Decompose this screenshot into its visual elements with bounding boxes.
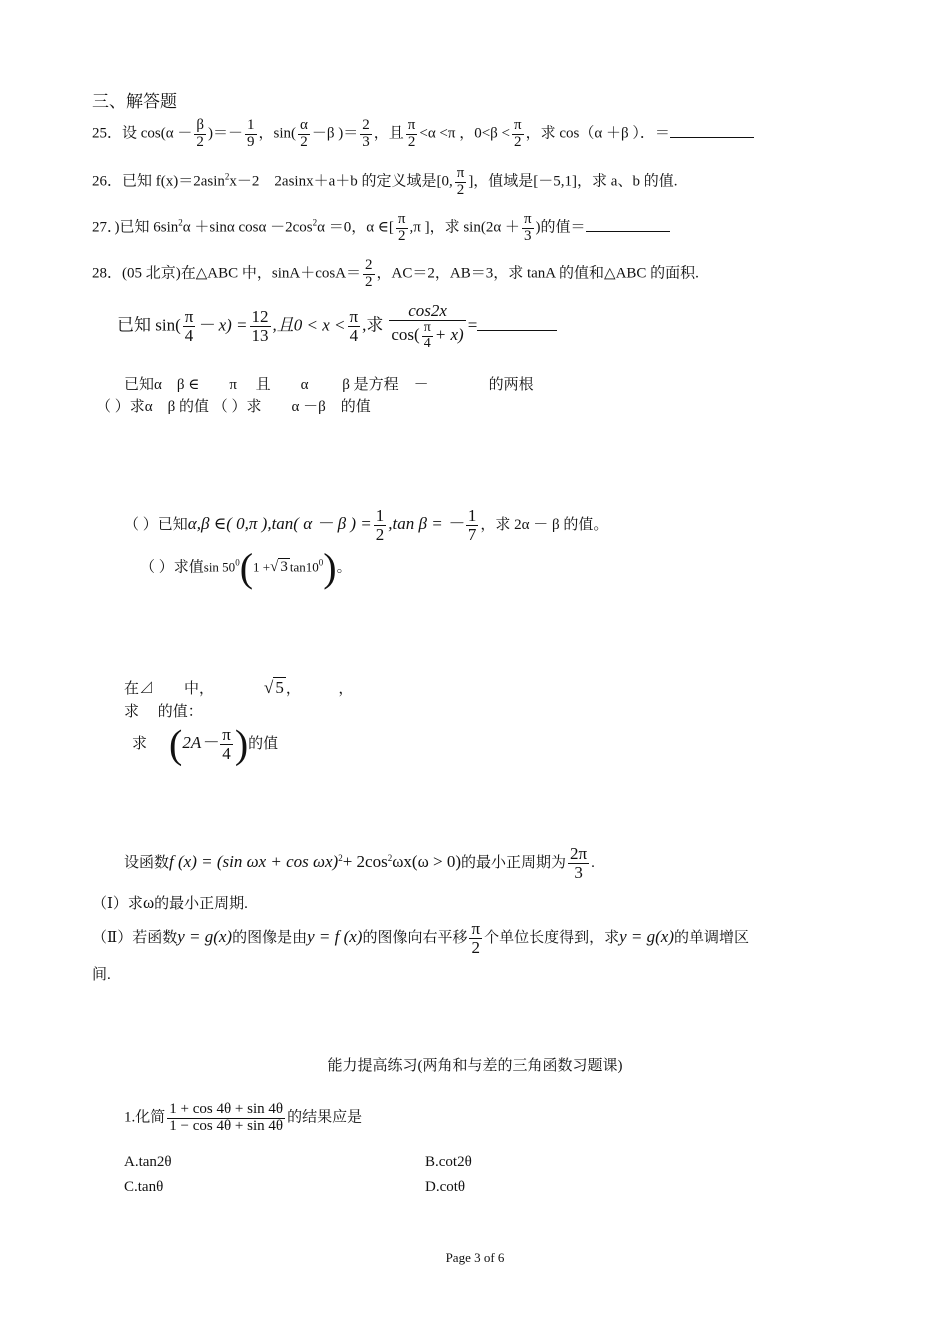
problem-tan: （ ）已知α,β ∈( 0,π ),tan( α － β ) = $\frac{1}{2}$ ,tan β = － $\frac{1}{7}$ ，求 2α － β 的值。	[124, 506, 609, 544]
question-25: 25．设 cos(α － $\frac{\beta}{2}$ )＝－ $\frac{1}{9}$ ，sin( $\frac{\alpha}{2}$ －β )＝ $\frac{2}{3}$ ，且 $\frac{\pi}{2}$ <α <π ，0<β < $\frac{\pi}{2}$ ，求 cos（α ＋β ）．＝	[92, 118, 754, 151]
fraction: $\frac{1}{9}$	[247, 117, 255, 150]
question-27: 27．)已知 $6\sin^2\alpha +\sin\alpha$ $\cos\alpha -2\cos^2\alpha =0$，α ∈[ $\frac{\pi}{2}$ ,π ]，求 sin(2α ＋ $\frac{\pi}{3}$ )的值＝	[92, 212, 670, 245]
fraction: $\frac{\beta}{2}$	[196, 117, 204, 150]
sqrt: √ 3	[270, 559, 288, 576]
section-heading: 三、解答题	[92, 92, 177, 111]
fraction: $\frac{\pi}{2}$	[407, 117, 416, 150]
fraction: $\frac{\pi}{2}$	[397, 211, 406, 244]
problem-triangle-line3: 求 (2A－ $\frac{\pi}{4}$ )的值	[132, 721, 279, 767]
fraction: $\frac{2}{2}$	[365, 257, 373, 290]
mc-option-c: C.tanθ	[124, 1179, 164, 1195]
problem-function-period: 设函数f (x) = (sin $\omega x + \cos \omega x)^2+ 2\cos^2\omega x(\omega > 0)$的最小正周期为 $\frac{2\pi}{3}$ .	[124, 844, 595, 882]
fraction: $\frac{2}{3}$	[362, 117, 370, 150]
fraction: $\frac{\pi}{3}$	[523, 211, 532, 244]
fraction: $\frac{\alpha}{2}$	[300, 117, 308, 150]
answer-blank	[670, 136, 754, 138]
sqrt: √ 5	[264, 678, 284, 697]
fraction: $\frac{1}{2}$	[375, 506, 385, 544]
fraction: $\frac{\pi}{4}$	[349, 307, 359, 346]
mc-question-1: 1.化简 $\frac{1 + \cos 4\theta + \sin 4\theta}{1 - \cos 4\theta + \sin 4\theta}$ 的结果应是	[124, 1101, 363, 1134]
question-26: 26．已知 f(x)＝2asin$^2$x－2 2asinx＋a＋b 的定义域是[0, $\frac{\pi}{2}$ ]，值域是[－5,1]，求 a、b 的值.	[92, 165, 678, 198]
fraction: $\frac{\pi}{4}$	[184, 307, 194, 346]
answer-blank	[586, 230, 670, 232]
mc-option-a: A.tan2θ	[124, 1154, 172, 1170]
fraction: cos2x cos( $\frac{\pi}{4}$ + x)	[391, 301, 464, 351]
page-footer: Page 3 of 6	[445, 1250, 505, 1265]
fraction: $\frac{2\pi}{3}$	[570, 844, 588, 882]
mc-option-b: B.cot2θ	[425, 1154, 472, 1170]
problem-part-1: （Ⅰ）求ω的最小正周期.	[92, 893, 248, 912]
fraction: $\frac{\pi}{2}$	[514, 117, 522, 150]
fraction: $\frac{1 + \cos 4\theta + \sin 4\theta}{1 - \cos 4\theta + \sin 4\theta}$	[169, 1101, 284, 1134]
question-28: 28．(05 北京)在△ABC 中，sinA＋cosA＝ $\frac{2}{2}$ ，AC＝2，AB＝3，求 tanA 的值和△ABC 的面积.	[92, 257, 699, 290]
fraction: $\frac{1}{7}$	[467, 506, 477, 544]
fraction: $\frac{\pi}{2}$	[456, 165, 465, 198]
mc-option-d: D.cotθ	[425, 1179, 466, 1195]
problem-triangle-line1: 在⊿ 中， √ 5 ， ，	[124, 678, 354, 697]
problem-triangle-line2: 求 的值：	[124, 704, 203, 720]
problem-roots-line1: 已知α β ∈ π 且 α β 是方程 － 的两根	[124, 377, 534, 393]
problem-sin50: （ ）求值$\sin 50^0(1$ +√ 3 $\tan 10^0$)。	[140, 545, 352, 590]
section-title: 能力提高练习(两角和与差的三角函数习题课)	[327, 1058, 623, 1074]
answer-blank	[477, 329, 557, 331]
problem-part-2: （Ⅱ）若函数y = g(x)的图像是由y = f (x)的图像向右平移 $\frac{\pi}{2}$ 个单位长度得到，求y = g(x)的单调增区	[92, 919, 749, 957]
fraction: $\frac{\pi}{4}$	[222, 725, 231, 763]
problem-roots-line2: （ ）求α β 的值 （ ）求 α －β 的值	[96, 399, 371, 415]
problem-sin-cos2x: 已知 sin( $\frac{\pi}{4}$ － x) = $\frac{12}{13}$ ,且0 < x < $\frac{\pi}{4}$ ,求 cos2x cos( $\frac{\pi}{4}$ + x) =	[117, 302, 557, 351]
fraction: $\frac{\pi}{2}$	[471, 919, 481, 957]
problem-part-2-cont: 间.	[92, 967, 111, 983]
fraction: $\frac{12}{13}$	[251, 307, 269, 346]
